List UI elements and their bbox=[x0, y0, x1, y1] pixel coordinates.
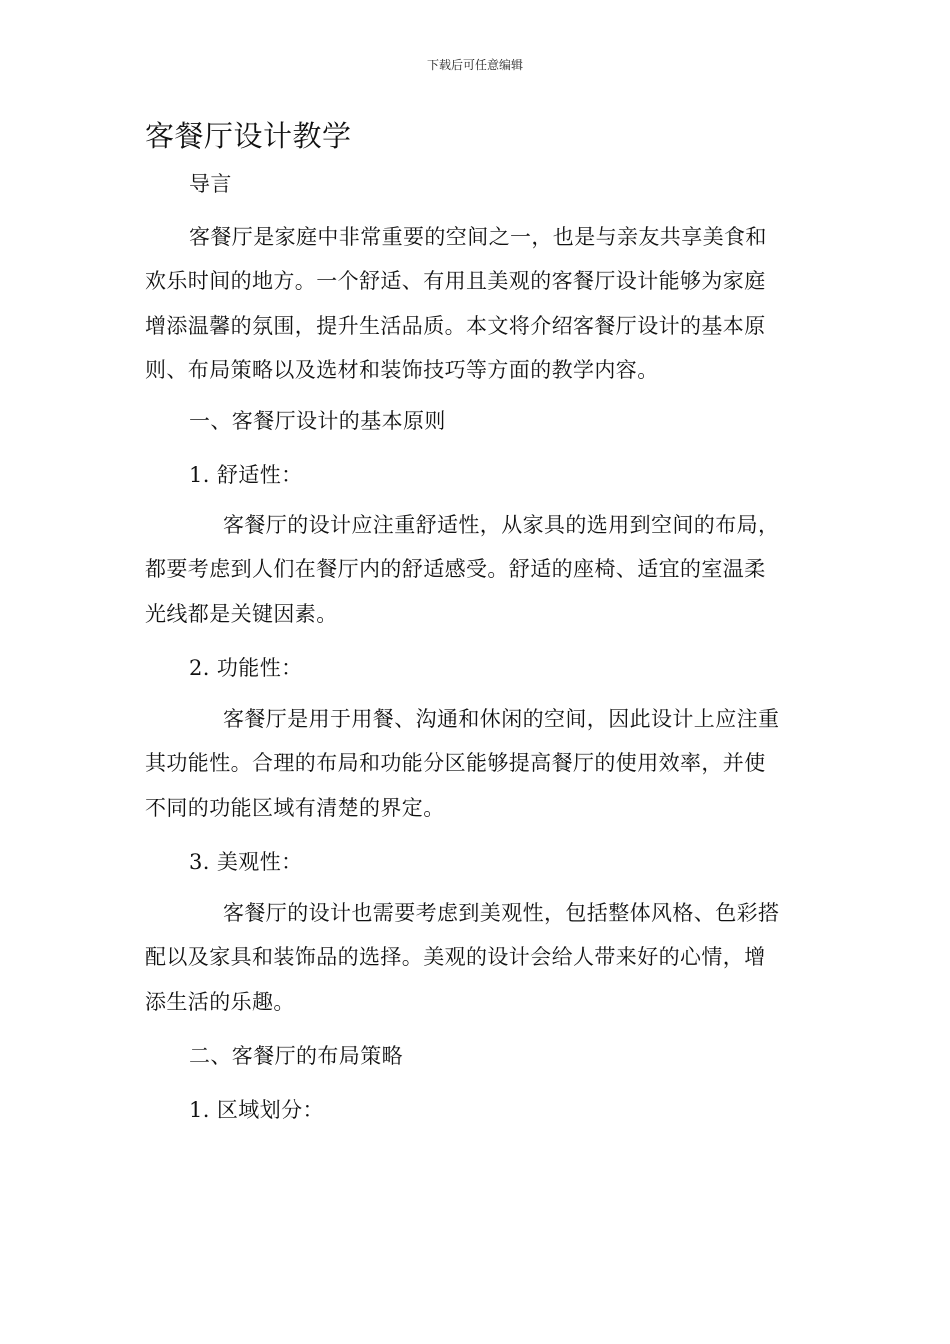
intro-line: 客餐厅是家庭中非常重要的空间之一，也是与亲友共享美食和 bbox=[189, 225, 767, 249]
intro-line: 欢乐时间的地方。一个舒适、有用且美观的客餐厅设计能够为家庭 bbox=[145, 269, 766, 294]
principle-aesthetics-paragraph bbox=[145, 891, 809, 1024]
principle-function-label: 2. 功能性： bbox=[189, 656, 303, 680]
intro-paragraph bbox=[145, 215, 809, 392]
document-title: 客餐厅设计教学 bbox=[145, 119, 352, 153]
paragraph-line: 客餐厅的设计应注重舒适性，从家具的选用到空间的布局， bbox=[223, 513, 780, 537]
layout-zoning-label: 1. 区域划分： bbox=[189, 1098, 324, 1122]
section2-heading: 二、客餐厅的布局策略 bbox=[189, 1044, 403, 1068]
paragraph-line: 客餐厅的设计也需要考虑到美观性，包括整体风格、色彩搭 bbox=[223, 901, 780, 925]
intro-heading: 导言 bbox=[189, 172, 232, 196]
paragraph-line: 不同的功能区域有清楚的界定。 bbox=[145, 795, 445, 820]
intro-line: 则、布局策略以及选材和装饰技巧等方面的教学内容。 bbox=[145, 357, 659, 382]
paragraph-line: 客餐厅是用于用餐、沟通和休闲的空间，因此设计上应注重 bbox=[223, 707, 780, 731]
principle-comfort-label: 1. 舒适性： bbox=[189, 463, 303, 487]
paragraph-line: 光线都是关键因素。 bbox=[145, 601, 338, 626]
paragraph-line: 其功能性。合理的布局和功能分区能够提高餐厅的使用效率，并使 bbox=[145, 751, 766, 776]
section1-heading: 一、客餐厅设计的基本原则 bbox=[189, 409, 446, 433]
principle-function-paragraph bbox=[145, 697, 809, 830]
paragraph-line: 配以及家具和装饰品的选择。美观的设计会给人带来好的心情，增 bbox=[145, 945, 766, 970]
principle-comfort-paragraph bbox=[145, 503, 809, 636]
paragraph-line: 都要考虑到人们在餐厅内的舒适感受。舒适的座椅、适宜的室温柔 bbox=[145, 557, 766, 582]
paragraph-line: 添生活的乐趣。 bbox=[145, 989, 295, 1014]
principle-aesthetics-label: 3. 美观性： bbox=[189, 850, 303, 874]
header-note: 下载后可任意编辑 bbox=[426, 58, 523, 72]
intro-line: 增添温馨的氛围，提升生活品质。本文将介绍客餐厅设计的基本原 bbox=[145, 313, 766, 338]
